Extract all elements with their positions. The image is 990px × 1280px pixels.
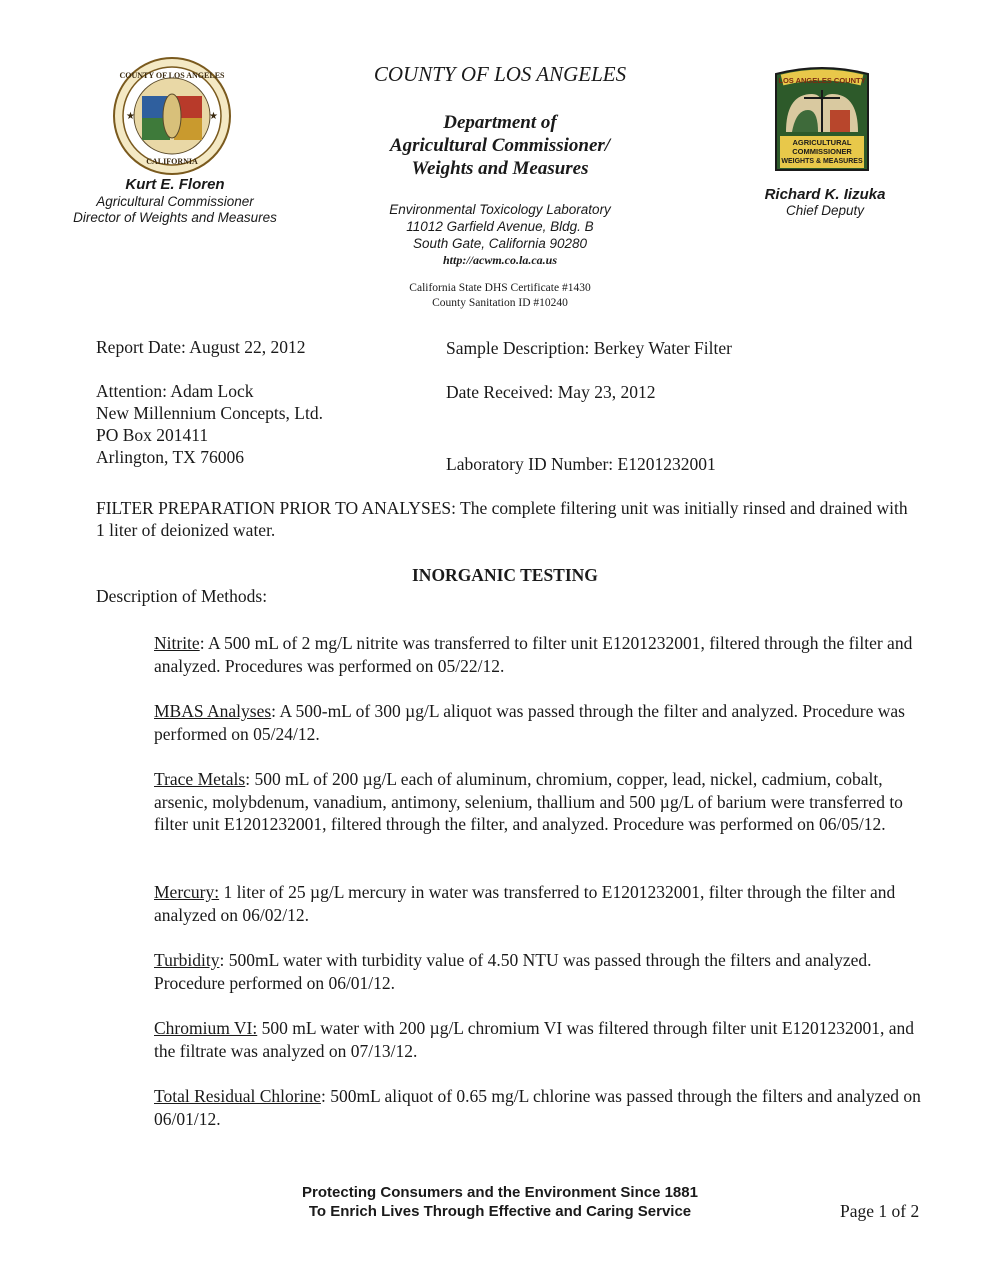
footer-slogan-2: To Enrich Lives Through Effective and Caring Service bbox=[308, 1203, 692, 1220]
company-name: New Millennium Concepts, Ltd. bbox=[96, 403, 323, 423]
method-text: 500 mL water with 200 µg/L chromium VI was filtered through filter unit E1201232001, and the filtrate was analyzed on 07/13/12. bbox=[154, 1018, 915, 1061]
method-item bbox=[154, 1085, 934, 1130]
svg-text:LOS ANGELES COUNTY: LOS ANGELES COUNTY bbox=[778, 76, 866, 85]
method-name: Nitrite bbox=[154, 633, 200, 653]
sample-description: Sample Description: Berkey Water Filter bbox=[446, 338, 732, 358]
method-name: Trace Metals bbox=[154, 769, 246, 789]
commissioner-title-2: Director of Weights and Measures bbox=[73, 210, 277, 225]
commissioner-name: Kurt E. Floren bbox=[125, 176, 225, 193]
section-heading: INORGANIC TESTING bbox=[412, 565, 598, 585]
method-name: MBAS Analyses bbox=[154, 701, 272, 721]
ag-commissioner-badge-logo bbox=[772, 66, 872, 176]
city-state-zip: Arlington, TX 76006 bbox=[96, 447, 244, 467]
method-item bbox=[154, 949, 934, 994]
method-item bbox=[154, 768, 934, 836]
svg-text:COMMISSIONER: COMMISSIONER bbox=[792, 147, 852, 156]
chief-deputy-name: Richard K. Iizuka bbox=[764, 186, 886, 203]
method-text: : 500mL aliquot of 0.65 mg/L chlorine was passed through the filters and analyzed on 06/01/12. bbox=[154, 1086, 921, 1129]
footer-slogan-1: Protecting Consumers and the Environment Since 1881 bbox=[302, 1184, 698, 1201]
commissioner-title: Agricultural Commissioner bbox=[96, 194, 254, 209]
method-text: : 500mL water with turbidity value of 4.50 NTU was passed through the filters and analyzed. Procedure performed on 06/01/12. bbox=[154, 950, 872, 993]
department-line-1: Department of bbox=[443, 112, 557, 133]
method-item bbox=[154, 1017, 934, 1062]
lab-city: South Gate, California 90280 bbox=[412, 236, 588, 251]
svg-text:AGRICULTURAL: AGRICULTURAL bbox=[792, 138, 852, 147]
svg-text:CALIFORNIA: CALIFORNIA bbox=[146, 157, 198, 166]
method-text: : A 500-mL of 300 µg/L aliquot was passed through the filter and analyzed. Procedure was performed on 05/24/12. bbox=[154, 701, 905, 744]
method-item bbox=[154, 881, 934, 926]
county-title: COUNTY OF LOS ANGELES bbox=[373, 62, 627, 86]
methods-label: Description of Methods: bbox=[96, 586, 268, 606]
method-name: Total Residual Chlorine bbox=[154, 1086, 321, 1106]
po-box: PO Box 201411 bbox=[96, 425, 209, 445]
dhs-certificate: California State DHS Certificate #1430 bbox=[409, 282, 591, 294]
method-name: Turbidity bbox=[154, 950, 220, 970]
report-date: Report Date: August 22, 2012 bbox=[96, 337, 306, 357]
department-line-3: Weights and Measures bbox=[411, 158, 589, 179]
date-received: Date Received: May 23, 2012 bbox=[446, 382, 656, 402]
svg-text:WEIGHTS & MEASURES: WEIGHTS & MEASURES bbox=[781, 158, 863, 165]
svg-text:★: ★ bbox=[209, 111, 218, 122]
filter-preparation-paragraph: FILTER PREPARATION PRIOR TO ANALYSES: The complete filtering unit was initially rinsed and drained with 1 liter of deionized water. bbox=[96, 498, 908, 540]
svg-text:COUNTY OF LOS ANGELES: COUNTY OF LOS ANGELES bbox=[119, 71, 225, 80]
chief-deputy-title: Chief Deputy bbox=[785, 203, 865, 218]
department-line-2: Agricultural Commissioner/ bbox=[389, 135, 611, 156]
method-name: Chromium VI: bbox=[154, 1018, 258, 1038]
lab-name: Environmental Toxicology Laboratory bbox=[389, 202, 611, 217]
page-number: Page 1 of 2 bbox=[840, 1201, 920, 1221]
attention-line: Attention: Adam Lock bbox=[96, 381, 254, 401]
method-item bbox=[154, 632, 934, 677]
laboratory-id: Laboratory ID Number: E1201232001 bbox=[446, 454, 716, 474]
svg-text:★: ★ bbox=[126, 111, 135, 122]
lab-url-link[interactable]: http://acwm.co.la.ca.us bbox=[443, 253, 557, 267]
method-text: 1 liter of 25 µg/L mercury in water was transferred to E1201232001, filter through the filter and analyzed on 06/02/12. bbox=[154, 882, 896, 925]
method-name: Mercury: bbox=[154, 882, 220, 902]
method-text: : 500 mL of 200 µg/L each of aluminum, chromium, copper, lead, nickel, cadmium, cobalt, arsenic, molybdenum, vanadium, antimony, selenium, thallium and 500 µg/L of barium were transferred to filter unit E1201232001, filtered through the filter, and analyzed. Procedure was performed on 06/05/12. bbox=[154, 769, 903, 834]
method-item bbox=[154, 700, 934, 745]
sanitation-id: County Sanitation ID #10240 bbox=[432, 297, 568, 309]
method-text: : A 500 mL of 2 mg/L nitrite was transferred to filter unit E1201232001, filtered through the filter and analyzed. Procedures was performed on 05/22/12. bbox=[154, 633, 913, 676]
lab-address: 11012 Garfield Avenue, Bldg. B bbox=[406, 219, 594, 234]
county-seal-logo bbox=[112, 56, 232, 176]
